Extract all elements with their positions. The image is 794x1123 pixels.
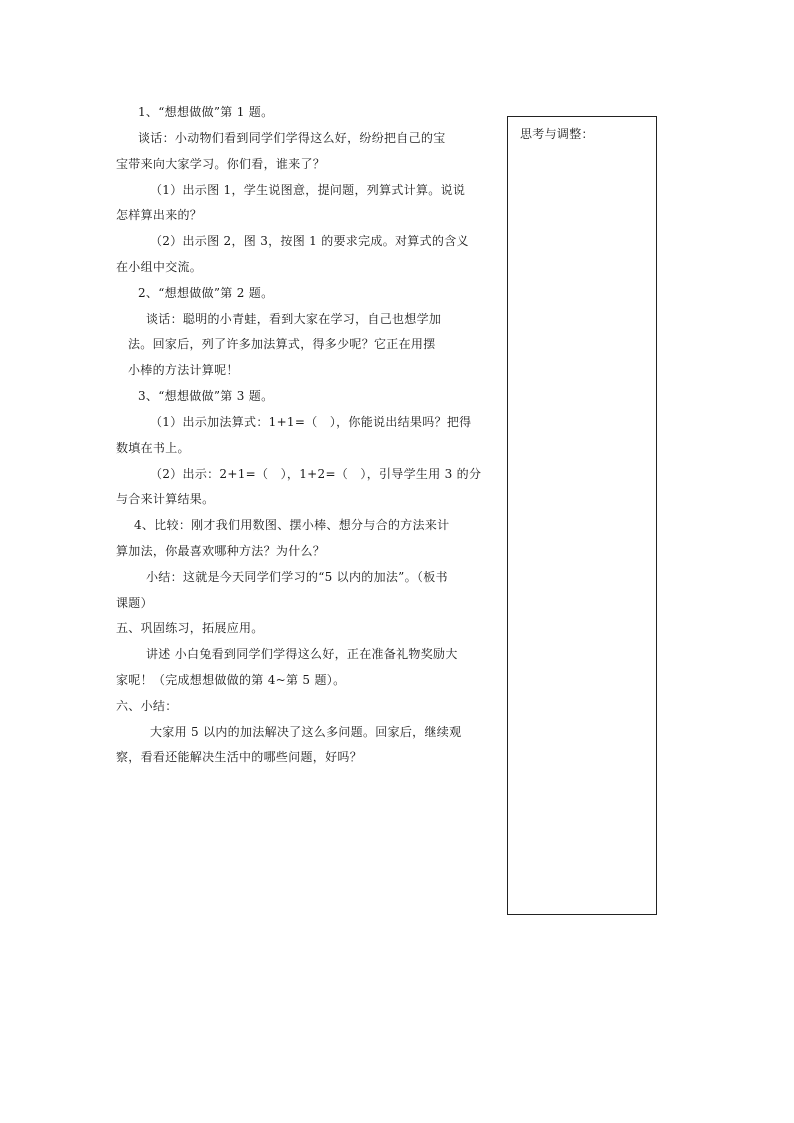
talk-1-line-2: 宝带来向大家学习。你们看，谁来了？ [116,157,326,171]
section-5-line-2: 家呢！（完成想想做做的第 4~第 5 题）。 [116,673,346,687]
section-6-line-1: 大家用 5 以内的加法解决了这么多问题。回家后，继续观 [150,725,462,739]
reflection-box [507,116,657,915]
section-6-line-2: 察，看看还能解决生活中的哪些问题，好吗？ [116,750,363,764]
talk-2-line-1: 谈话：聪明的小青蛙，看到大家在学习，自己也想学加 [146,312,442,326]
step-3-1-line-1: （1）出示加法算式：1+1=（ ），你能说出结果吗？把得 [150,415,472,429]
step-1-2-line-2: 在小组中交流。 [116,260,203,274]
item-1-heading: 1、“想想做做”第 1 题。 [138,105,274,119]
section-5-heading: 五、巩固练习，拓展应用。 [116,621,264,635]
reflection-title: 思考与调整： [520,127,594,141]
item-2-heading: 2、“想想做做”第 2 题。 [138,286,274,300]
talk-2-line-3: 小棒的方法计算呢！ [128,363,239,377]
section-5-line-1: 讲述 小白兔看到同学们学得这么好，正在准备礼物奖励大 [146,647,458,661]
step-1-1-line-2: 怎样算出来的？ [116,208,203,222]
summary-line-2: 课题） [116,596,153,610]
step-1-1-line-1: （1）出示图 1，学生说图意，提问题，列算式计算。说说 [150,183,466,197]
step-3-2-line-1: （2）出示：2+1=（ ），1+2=（ ），引导学生用 3 的分 [150,467,482,481]
item-4-line-1: 4、比较：刚才我们用数图、摆小棒、想分与合的方法来计 [134,518,450,532]
talk-1-line-1: 谈话：小动物们看到同学们学得这么好，纷纷把自己的宝 [138,131,446,145]
section-6-heading: 六、小结： [116,699,178,713]
item-3-heading: 3、“想想做做”第 3 题。 [138,389,274,403]
item-4-line-2: 算加法，你最喜欢哪种方法？为什么？ [116,544,326,558]
step-1-2-line-1: （2）出示图 2，图 3，按图 1 的要求完成。对算式的含义 [150,234,469,248]
summary-line-1: 小结：这就是今天同学们学习的“5 以内的加法”。（板书 [146,570,448,584]
talk-2-line-2: 法。回家后，列了许多加法算式，得多少呢？它正在用摆 [128,337,436,351]
step-3-2-line-2: 与合来计算结果。 [116,492,215,506]
step-3-1-line-2: 数填在书上。 [116,441,190,455]
